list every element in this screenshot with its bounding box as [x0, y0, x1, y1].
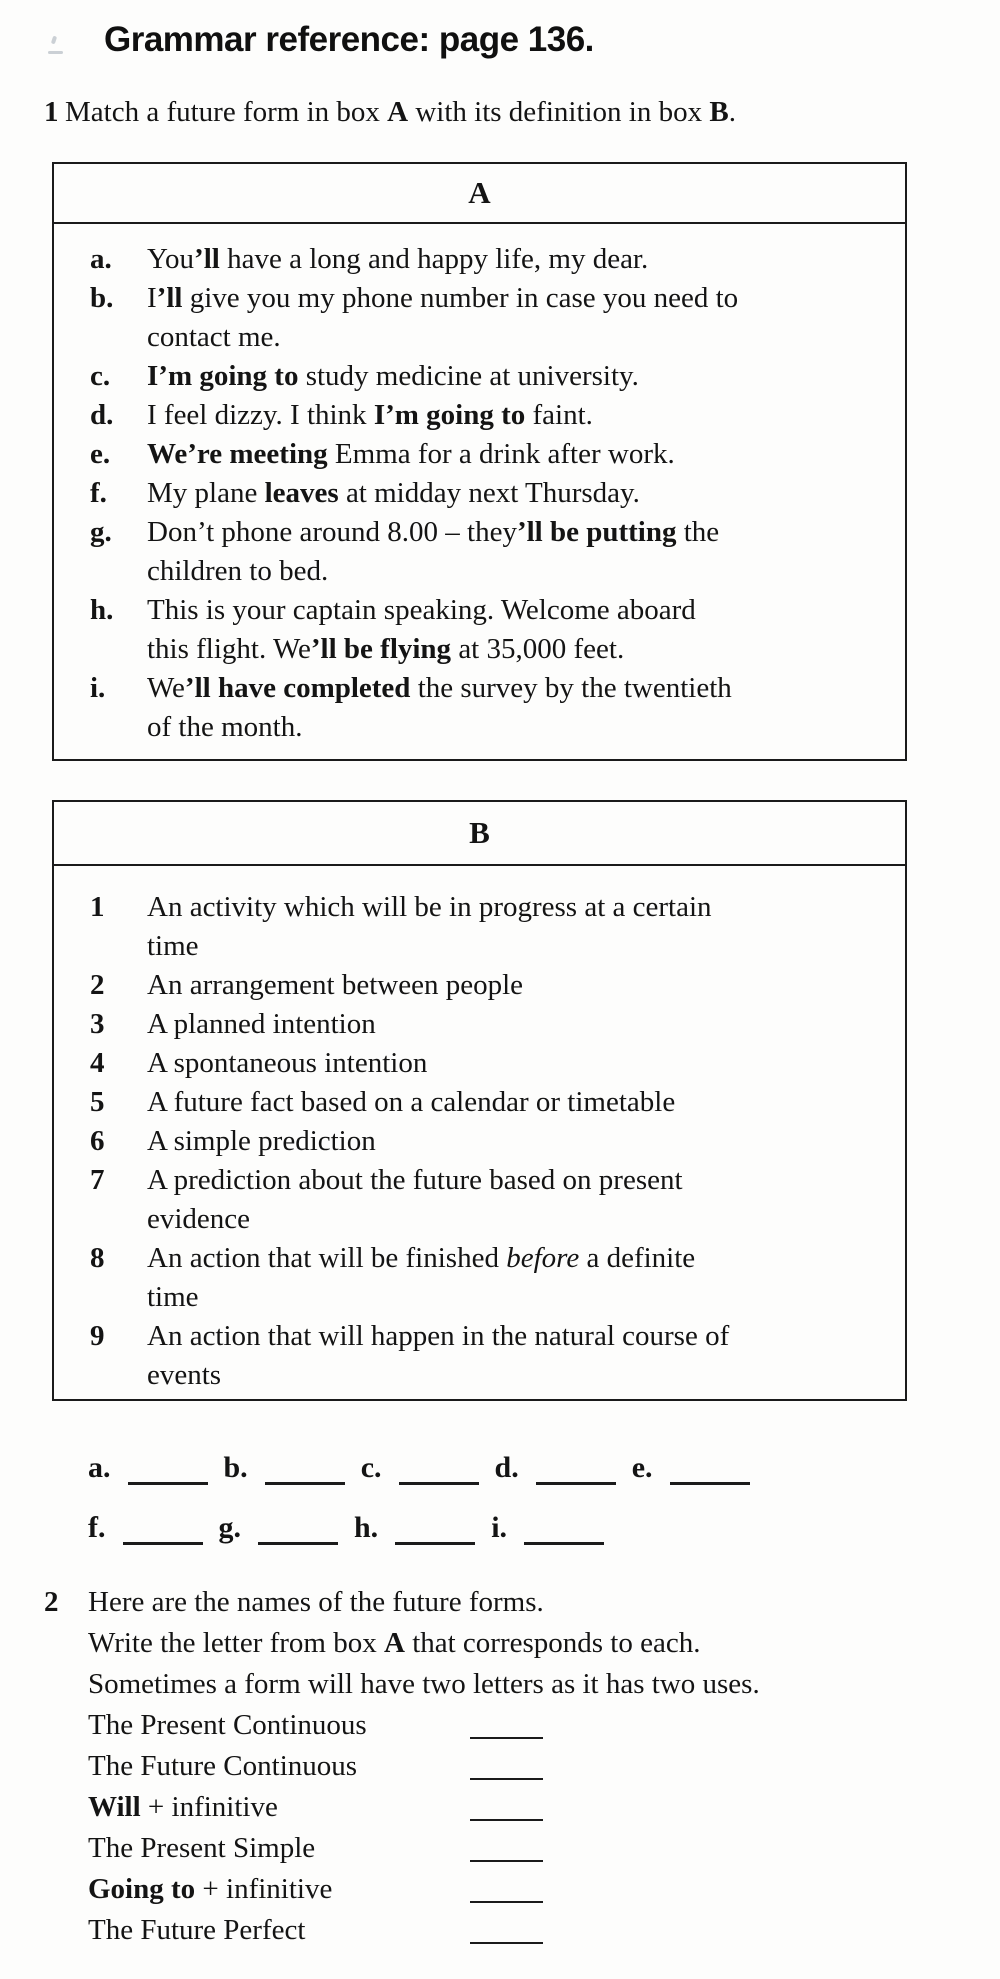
exercise2-intro-text: Here are the names of the future forms.: [88, 1586, 544, 1618]
answer-blank: [536, 1448, 616, 1485]
answer-label: i.: [491, 1511, 508, 1544]
box-a-item: [90, 474, 887, 513]
item-text: I feel dizzy. I think I’m going to faint.: [147, 399, 593, 431]
smudge-mark: [51, 36, 57, 45]
answer-blank: [128, 1448, 208, 1485]
form-blank: [470, 1819, 543, 1821]
answer-blank: [524, 1508, 604, 1545]
answer-blank: [123, 1508, 203, 1545]
item-label: 2: [90, 969, 105, 1001]
answer-label: e.: [631, 1451, 653, 1484]
form-name: The Present Continuous: [88, 1709, 367, 1741]
item-label: i.: [90, 672, 106, 704]
answer-slot-a: [88, 1448, 208, 1485]
form-row-going-to-infinitive: [88, 1869, 964, 1910]
answers-row-1: [88, 1448, 766, 1485]
box-b: [52, 800, 907, 1401]
answer-slot-h: [354, 1508, 475, 1545]
box-a-item: [90, 396, 887, 435]
form-blank: [470, 1942, 543, 1944]
item-label: 1: [90, 891, 105, 923]
item-text: An action that will be finished before a definite time: [147, 1242, 696, 1313]
answer-slot-i: [491, 1508, 604, 1545]
item-label: a.: [90, 243, 112, 275]
item-text: An arrangement between people: [147, 969, 524, 1001]
box-a-title: A: [54, 164, 905, 224]
exercise1-instruction: [44, 96, 736, 129]
form-name: The Future Continuous: [88, 1750, 358, 1782]
box-a-item: [90, 513, 887, 591]
box-b-item: [90, 1083, 887, 1122]
box-b-title: B: [54, 802, 905, 866]
item-label: g.: [90, 516, 112, 548]
answer-slot-c: [361, 1448, 479, 1485]
answer-label: h.: [354, 1511, 379, 1544]
form-row-future-continuous: [88, 1746, 964, 1787]
scan-smudge: [48, 36, 76, 60]
exercise2-intro-line: [44, 1582, 964, 1623]
form-blank: [470, 1778, 543, 1780]
box-a-item: [90, 240, 887, 279]
item-text: Don’t phone around 8.00 – they’ll be putting the children to bed.: [147, 516, 720, 587]
box-b-item: [90, 888, 887, 966]
box-b-item: [90, 966, 887, 1005]
smudge-mark: [48, 51, 63, 54]
answer-label: f.: [88, 1511, 106, 1544]
item-label: h.: [90, 594, 114, 626]
exercise2: [44, 1582, 964, 1951]
item-text: We’ll have completed the survey by the twentieth of the month.: [147, 672, 732, 743]
item-label: 3: [90, 1008, 105, 1040]
item-label: 9: [90, 1320, 105, 1352]
form-row-will-infinitive: [88, 1787, 964, 1828]
answer-label: d.: [494, 1451, 519, 1484]
answer-slot-e: [632, 1448, 750, 1485]
box-b-item: [90, 1044, 887, 1083]
form-name: The Future Perfect: [88, 1914, 306, 1946]
box-a: [52, 162, 907, 761]
item-text: We’re meeting Emma for a drink after work.: [147, 438, 675, 470]
answer-slot-g: [219, 1508, 339, 1545]
box-a-item: [90, 591, 887, 669]
exercise1-number: 1: [44, 96, 59, 128]
answers-row-2: [88, 1508, 620, 1545]
answer-blank: [670, 1448, 750, 1485]
answer-label: b.: [223, 1451, 248, 1484]
item-label: c.: [90, 360, 111, 392]
box-a-body: [54, 224, 905, 747]
box-a-item: [90, 279, 887, 357]
item-text: My plane leaves at midday next Thursday.: [147, 477, 640, 509]
form-row-present-simple: [88, 1828, 964, 1869]
answer-blank: [395, 1508, 475, 1545]
item-label: 4: [90, 1047, 105, 1079]
box-a-item: [90, 435, 887, 474]
form-row-present-continuous: [88, 1705, 964, 1746]
item-label: 8: [90, 1242, 105, 1274]
form-blank: [470, 1737, 543, 1739]
page-title: Grammar reference: page 136.: [104, 20, 594, 59]
item-text: A prediction about the future based on present evidence: [147, 1164, 683, 1235]
answer-slot-d: [495, 1448, 616, 1485]
item-text: A spontaneous intention: [147, 1047, 428, 1079]
item-text: I’ll give you my phone number in case you need to contact me.: [147, 282, 739, 353]
box-b-item: [90, 1161, 887, 1239]
box-b-item: [90, 1239, 887, 1317]
exercise2-intro-line: Sometimes a form will have two letters as it has two uses.: [88, 1668, 760, 1700]
item-label: 7: [90, 1164, 105, 1196]
exercise2-intro-line: Write the letter from box A that corresponds to each.: [88, 1627, 701, 1659]
item-label: 5: [90, 1086, 105, 1118]
box-a-item: [90, 669, 887, 747]
item-text: I’m going to study medicine at university.: [147, 360, 639, 392]
item-text: A simple prediction: [147, 1125, 376, 1157]
answer-blank: [399, 1448, 479, 1485]
box-a-item: [90, 357, 887, 396]
form-name: Will + infinitive: [88, 1791, 278, 1823]
item-label: e.: [90, 438, 111, 470]
form-name: Going to + infinitive: [88, 1873, 333, 1905]
form-name: The Present Simple: [88, 1832, 316, 1864]
answer-blank: [258, 1508, 338, 1545]
item-label: b.: [90, 282, 114, 314]
answer-label: a.: [88, 1451, 111, 1484]
form-row-future-perfect: [88, 1910, 964, 1951]
answer-slot-b: [224, 1448, 345, 1485]
exercise2-number: 2: [44, 1586, 59, 1618]
item-label: f.: [90, 477, 107, 509]
answer-label: c.: [360, 1451, 382, 1484]
box-b-item: [90, 1005, 887, 1044]
item-text: An activity which will be in progress at a certain time: [147, 891, 712, 962]
item-text: You’ll have a long and happy life, my dear.: [147, 243, 649, 275]
answer-label: g.: [218, 1511, 241, 1544]
item-text: This is your captain speaking. Welcome aboard this flight. We’ll be flying at 35,000 feet.: [147, 594, 696, 665]
box-b-item: [90, 1317, 887, 1395]
form-blank: [470, 1860, 543, 1862]
item-text: A future fact based on a calendar or timetable: [147, 1086, 676, 1118]
answer-slot-f: [88, 1508, 203, 1545]
exercise1-text: Match a future form in box A with its definition in box B.: [65, 96, 736, 128]
item-label: 6: [90, 1125, 105, 1157]
form-blank: [470, 1901, 543, 1903]
item-text: A planned intention: [147, 1008, 376, 1040]
box-b-body: [54, 866, 905, 1395]
item-text: An action that will happen in the natural course of events: [147, 1320, 730, 1391]
item-label: d.: [90, 399, 114, 431]
answer-blank: [265, 1448, 345, 1485]
box-b-item: [90, 1122, 887, 1161]
